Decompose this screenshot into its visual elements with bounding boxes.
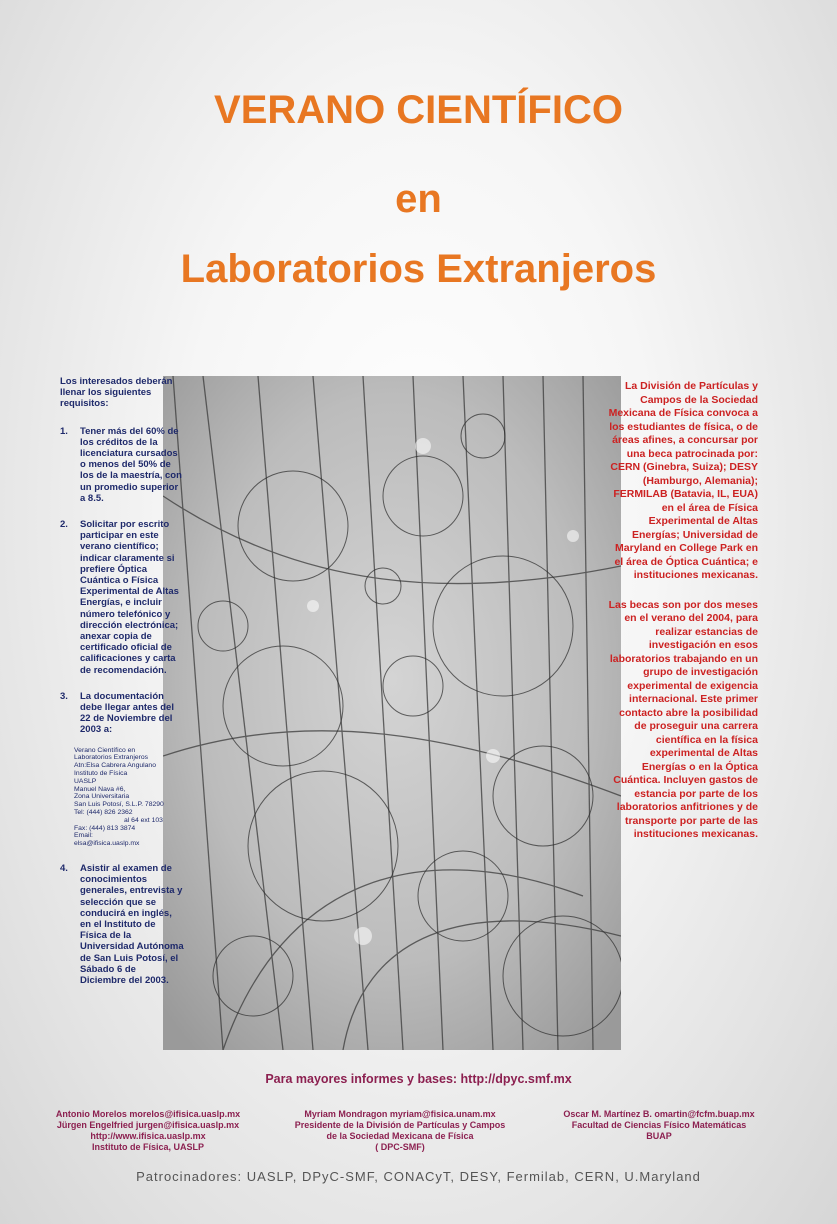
requirement-number: 1. — [60, 425, 68, 437]
address-line: Fax: (444) 813 3874 — [74, 824, 136, 832]
address-line: Email: — [74, 832, 93, 840]
announcement-paragraph-1: La División de Partículas y Campos de la Sociedad Mexicana de Física convoca a los estudiantes de física, o de áreas afines, a concursar por una beca patrocinada por: CERN (Ginebra, Suiza); DESY (Hamburgo, Alemania); FERMILAB (Batavia, IL, EUA) en el área de Física Experimental de Altas Energías; Universidad de Maryland en College Park en el área de Óptica Cuántica; e instituciones mexicanas. — [608, 380, 758, 581]
address-line: Zona Universitaria — [74, 793, 130, 801]
more-info-link[interactable]: Para mayores informes y bases: http://dpyc.smf.mx — [265, 1072, 572, 1086]
address-line: UASLP — [74, 777, 97, 785]
title-line-2: en — [395, 177, 442, 221]
address-line: Laboratorios Extranjeros — [74, 754, 149, 762]
bubble-chamber-photo — [163, 376, 621, 1050]
paragraph-spacer — [605, 583, 758, 599]
title-line-3: Laboratorios Extranjeros — [180, 247, 657, 291]
contact-line: BUAP — [646, 1131, 672, 1141]
address-line: Atn:Elsa Cabrera Angulano — [74, 762, 156, 770]
address-line: Manuel Nava #6, — [74, 785, 126, 793]
requirement-text: Asistir al examen de conocimientos generales, entrevista y selección que se conducirá en inglés, en el Instituto de Física de la Universidad Autónoma de San Luis Potosí, el Sábado 6 de Diciembre del 2003. — [80, 863, 184, 987]
contact-uaslp — [30, 1109, 266, 1153]
requirements-list — [60, 426, 184, 987]
requirement-text: Tener más del 60% de los créditos de la licenciatura cursados o menos del 50% de los de la maestría, con un promedio superior a 8.5. — [80, 425, 182, 504]
contact-dpc-smf — [272, 1109, 528, 1153]
requirement-text: Solicitar por escrito participar en este verano científico; indicar claramente si prefiere Óptica Cuántica o Física Experimental de Altas Energías, e incluir número telefónico y dirección electrónica; anexar copia de certificado oficial de calificaciones y carta de recomendación. — [80, 519, 179, 676]
address-line: Verano Científico en — [74, 746, 136, 754]
email-link[interactable]: elsa@ifisica.uaslp.mx — [74, 840, 140, 848]
contact-line: Myriam Mondragon myriam@fisica.unam.mx — [304, 1109, 496, 1119]
contact-website[interactable]: http://www.ifisica.uaslp.mx — [90, 1131, 206, 1141]
contact-line: Presidente de la División de Partículas y Campos — [294, 1120, 506, 1130]
contact-line: Instituto de Física, UASLP — [91, 1142, 204, 1152]
contact-line: ( DPC-SMF) — [375, 1142, 425, 1152]
address-line: Tel: (444) 826 2362 — [74, 809, 133, 817]
requirement-text: La documentación debe llegar antes del 22 de Noviembre del 2003 a: — [80, 690, 174, 736]
requirement-number: 4. — [60, 863, 68, 875]
requirement-item — [60, 863, 184, 986]
contact-buap — [538, 1109, 780, 1142]
contact-line: Jürgen Engelfried jurgen@ifisica.uaslp.mx — [56, 1120, 240, 1130]
title-line-1: VERANO CIENTÍFICO — [214, 88, 623, 132]
mailing-address — [74, 747, 184, 848]
requirement-number: 3. — [60, 690, 68, 702]
requirements-column — [60, 376, 184, 1001]
address-line: Instituto de Física — [74, 770, 128, 778]
contact-line: Antonio Morelos morelos@ifisica.uaslp.mx — [55, 1109, 241, 1119]
address-line: al 64 ext 103 — [124, 816, 163, 824]
contact-line: de la Sociedad Mexicana de Física — [326, 1131, 474, 1141]
requirement-item — [60, 691, 184, 848]
requirements-intro: Los interesados deberán llenar los siguientes requisitos: — [60, 376, 173, 410]
address-line: San Luis Potosí, S.L.P. 78290 — [74, 801, 164, 809]
requirement-number: 2. — [60, 519, 68, 531]
sponsors-line: Patrocinadores: UASLP, DPyC-SMF, CONACyT, DESY, Fermilab, CERN, U.Maryland — [136, 1169, 701, 1184]
contact-line: Oscar M. Martínez B. omartin@fcfm.buap.mx — [563, 1109, 755, 1119]
requirement-item — [60, 426, 184, 504]
announcement-column — [605, 380, 758, 842]
requirement-item — [60, 519, 184, 676]
announcement-paragraph-2: Las becas son por dos meses en el verano del 2004, para realizar estancias de investigación en esos laboratorios trabajando en un grupo de investigación experimental de exigencia internacional. Este primer contacto abre la posibilidad de proseguir una carrera científica en la física experimental de Altas Energías o en la Óptica Cuántica. Incluyen gastos de estancia por parte de los laboratorios anfitriones y de transporte por parte de las instituciones mexicanas. — [608, 598, 758, 840]
contact-line: Facultad de Ciencias Físico Matemáticas — [571, 1120, 747, 1130]
